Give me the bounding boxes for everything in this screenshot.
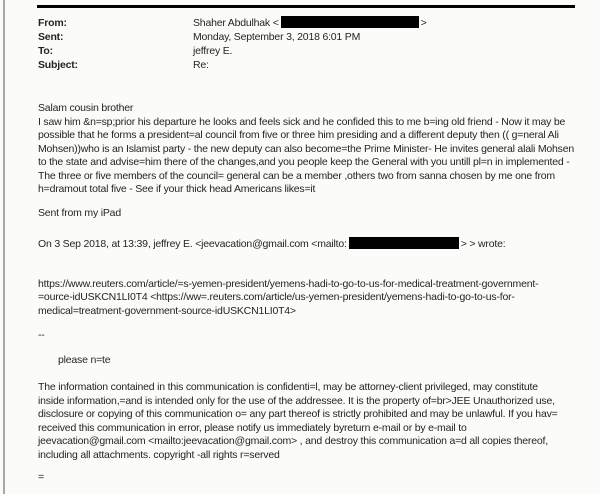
disclaimer-line: received this communication in error, please notify us immediately byreturn e-mail or by e-mail to (38, 421, 467, 434)
disclaimer-line: disclosure or copying of this communication o= any part thereof is strictly prohibited and may be unlawful. If you hav= (38, 408, 558, 420)
from-value-name: Shaher Abdulhak < (193, 17, 279, 29)
from-label: From: (38, 17, 67, 29)
article-url-block (38, 278, 582, 319)
disclaimer-line: The information contained in this communication is confidenti=l, may be attorney-client privileged, may constitute (38, 381, 538, 393)
subject-value: Re: (193, 59, 209, 72)
url-line: medical=treatment-government-source-idUSKCN1LI0T4> (38, 304, 296, 317)
quote-intro-text: On 3 Sep 2018, at 13:39, jeffrey E. <jeevacation@gmail.com <mailto: (38, 238, 347, 250)
header-row-sent (38, 30, 582, 44)
to-value: jeffrey E. (193, 45, 233, 58)
disclaimer-line: jeevacation@gmail.com <mailto:jeevacation@gmail.com> , and destroy this communication a=d all copies thereof, (38, 435, 548, 447)
from-value-suffix: > (420, 17, 427, 29)
sent-value: Monday, September 3, 2018 6:01 PM (193, 31, 361, 44)
body-line: Mohsen))who is an Islamist party - the new deputy can also become=the Prime Minister- He invites general alali Mohsen (38, 142, 574, 155)
body-line: h=dramout total five - See if your thick head Americans likes=it (38, 183, 316, 196)
header-row-subject (38, 58, 582, 72)
body-line: Salam cousin brother (38, 102, 134, 115)
email-header (38, 16, 582, 72)
legal-disclaimer (38, 381, 582, 462)
email-content (38, 0, 582, 485)
redaction-bar-mailto-address (349, 237, 459, 249)
email-body-paragraph (38, 102, 582, 197)
redaction-bar-from-address (281, 16, 419, 28)
body-line: possible that he forms a president=al council from five or three him presiding and a different deputy then (( g=neral Ali (38, 129, 559, 142)
body-line: The three or five members of the council= general can be a member ,others two from sanna chosen by me one from (38, 169, 555, 182)
page-edge-line (3, 0, 5, 494)
please-note-line: please n=te (58, 353, 111, 366)
signature-line: Sent from my iPad (38, 206, 121, 219)
body-line: I saw him &n=sp;prior his departure he looks and feels sick and he confided this to me b=ing old friend - Now it may be (38, 115, 566, 128)
url-line: https://www.reuters.com/article/=s-yemen-president/yemens-hadi-to-go-to-us-for-medical-treatment-government- (38, 277, 539, 290)
body-line: to the state and advise=him there of the changes,and you people keep the General with you untill pl=n in implemented - (38, 156, 570, 169)
disclaimer-line: including all attachments. copyright -all rights r=served (38, 448, 280, 461)
url-line: =ource-idUSKCN1LI0T4 <https://ww=.reuters.com/article/us-yemen-president/yemens-hadi-to-go-to-us-for- (38, 291, 515, 303)
subject-label: Subject: (38, 59, 78, 72)
header-row-from (38, 16, 582, 30)
trailing-equals-sign: = (38, 471, 44, 483)
disclaimer-line: inside information,=and is intended only for the use of the addressee. It is the property of=br>JEE Unauthorized use, (38, 394, 555, 407)
to-label: To: (38, 45, 53, 58)
sent-label: Sent: (38, 31, 64, 44)
quoted-message-intro (38, 237, 582, 251)
header-row-to (38, 44, 582, 58)
signature-separator: -- (38, 329, 45, 341)
quote-intro-suffix: > > wrote: (460, 238, 506, 250)
from-value (193, 17, 427, 29)
